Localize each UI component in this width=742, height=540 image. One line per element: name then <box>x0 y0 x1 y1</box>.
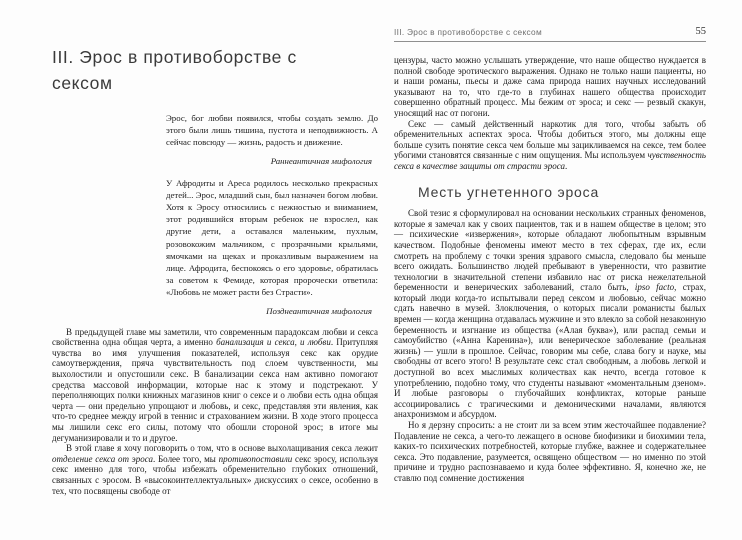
body-paragraph: В предыдущей главе мы заметили, что современным парадоксам любви и секса свойственна одна общая черта, а именно банализация и секса, и любви. Притупляя чувства во имя улучшения показателей, используя секс как орудие самоутверждения, пряча чувствительность под слоем чувственности, мы выхолостили и опустошили секс. В банализации секса нам активно помогают средства массовой информации, которые нас к этому и подстрекают. У переполняющих полки книжных магазинов книг о сексе и о любви есть одна общая черта — они предельно упрощают и любовь, и секс, представляя эти явления, как что-то среднее между игрой в теннис и страхованием жизни. В ходе этого процесса мы лишили секс его силы, потому что обошли стороной эрос; в итоге мы дегуманизировали и то и другое. <box>52 326 378 443</box>
body-paragraph: цензуры, часто можно услышать утверждение, что наше общество нуждается в полной свободе эротического выражения. Однако не только наши пациенты, но и наши романы, пьесы и даже сама природа наших научных исследований указывают на то, что где-то в глубинах нашего общества происходит совершенно обратный процесс. Мы бежим от эроса; и секс — резвый скакун, уносящий нас от погони. <box>394 55 706 118</box>
body-paragraph: Но я дерзну спросить: а не стоит ли за всем этим жесточайшее подавление? Подавление не секса, а чего-то лежащего в основе биофизики и биохимии тела, каких-то психических потребностей, которые глубже, важнее и содержательнее секса. Это подавление, разумеется, освящено обществом — но именно по этой причине и трудно распознаваемо и куда более эффективно. Я, конечно же, не ставлю под сомнение достижения <box>394 420 706 483</box>
chapter-title: III. Эрос в противоборстве с сексом <box>52 47 297 93</box>
left-page <box>52 44 378 496</box>
epigraph-text: У Афродиты и Ареса родилось несколько прекрасных детей... Эрос, младший сын, был назначен богом любви. Хотя к Эросу относились с нежностью и вниманием, этот родившийся вторым ребенок не взрослел, как другие дети, а оставался маленьким, пухлым, розовокожим мальчиком, с прозрачными крыльями, ямочками на щеках и проказливым выражением на лице. Афродита, беспокоясь о его здоровье, обратилась за советом к Фемиде, которая пророчески ответила: «Любовь не может расти без Страсти». <box>166 177 378 298</box>
right-page-body <box>394 55 706 484</box>
running-header-title: III. Эрос в противоборстве с сексом <box>394 27 542 37</box>
left-page-body <box>52 327 378 497</box>
epigraph-block <box>166 112 378 316</box>
epigraph-text: Эрос, бог любви появился, чтобы создать землю. До этого были лишь тишина, пустота и неподвижность. А сейчас повсюду — жизнь, радость и движение. <box>166 113 378 148</box>
section-heading: Месть угнетенного эроса <box>418 183 600 200</box>
right-page <box>394 26 706 484</box>
body-paragraph: Свой тезис я сформулировал на основании нескольких странных феноменов, которые я замечал как у своих пациентов, так и в нашем обществе в целом; это — психические «извержения», которые обладают любопытным взрывным качеством. Подобные феномены имеют место в тех сферах, где их, если смотреть на проблему с точки зрения здравого смысла, следовало бы меньше всего ожидать. Большинство людей пребывают в уверенности, что развитие технологии в значительной степени избавило нас от риска нежелательной беременности и венерических заболеваний, стало быть, ipso facto, страх, который люди когда-то испытывали перед сексом и любовью, сейчас можно сдать навечно в музей. Злоключения, о которых писали романисты былых времен — когда женщина отдавалась мужчине и это влекло за собой незаконную беременность и изгнание из общества («Алая буква»), или распад семьи и самоубийство («Анна Каренина»), или венерическое заболевание (реальная жизнь) — ушли в прошлое. Сейчас, говорим мы себе, слава богу и науке, мы свободны от всего этого! В результате секс стал свободным, а любовь легкой и доступной во всех мыслимых количествах как нечто, всегда готовое к употреблению, подобно тому, что студенты называют «моментальным дзеном». И любые разговоры о глубочайших конфликтах, которые раньше ассоциировались с трагическими и демоническими началами, являются анахронизмом и абсурдом. <box>394 208 706 420</box>
epigraph-attribution: Позднеантичная мифология <box>266 305 372 316</box>
epigraph-attribution: Раннеантичная мифология <box>270 155 372 166</box>
body-paragraph: Секс — самый действенный наркотик для того, чтобы забыть об обременительных аспектах эроса. Чтобы добиться этого, мы должны еще больше сузить понятие секса чем больше мы зацикливаемся на сексе, тем более убогими становятся связанные с ним ощущения. Мы используем чувственность секса в качестве защиты от страсти эроса. <box>394 118 706 171</box>
body-paragraph: В этой главе я хочу поговорить о том, что в основе выхолащивания секса лежит отделение секса от эроса. Более того, мы противопоставили секс эросу, используя секс именно для того, чтобы избежать обременительно глубоких отношений, связанных с эросом. В «высокоинтеллектуальных» дискуссиях о сексе, особенно в тех, что посвящены свободе от <box>52 443 378 496</box>
running-header <box>394 26 706 42</box>
page-number: 55 <box>695 26 706 37</box>
